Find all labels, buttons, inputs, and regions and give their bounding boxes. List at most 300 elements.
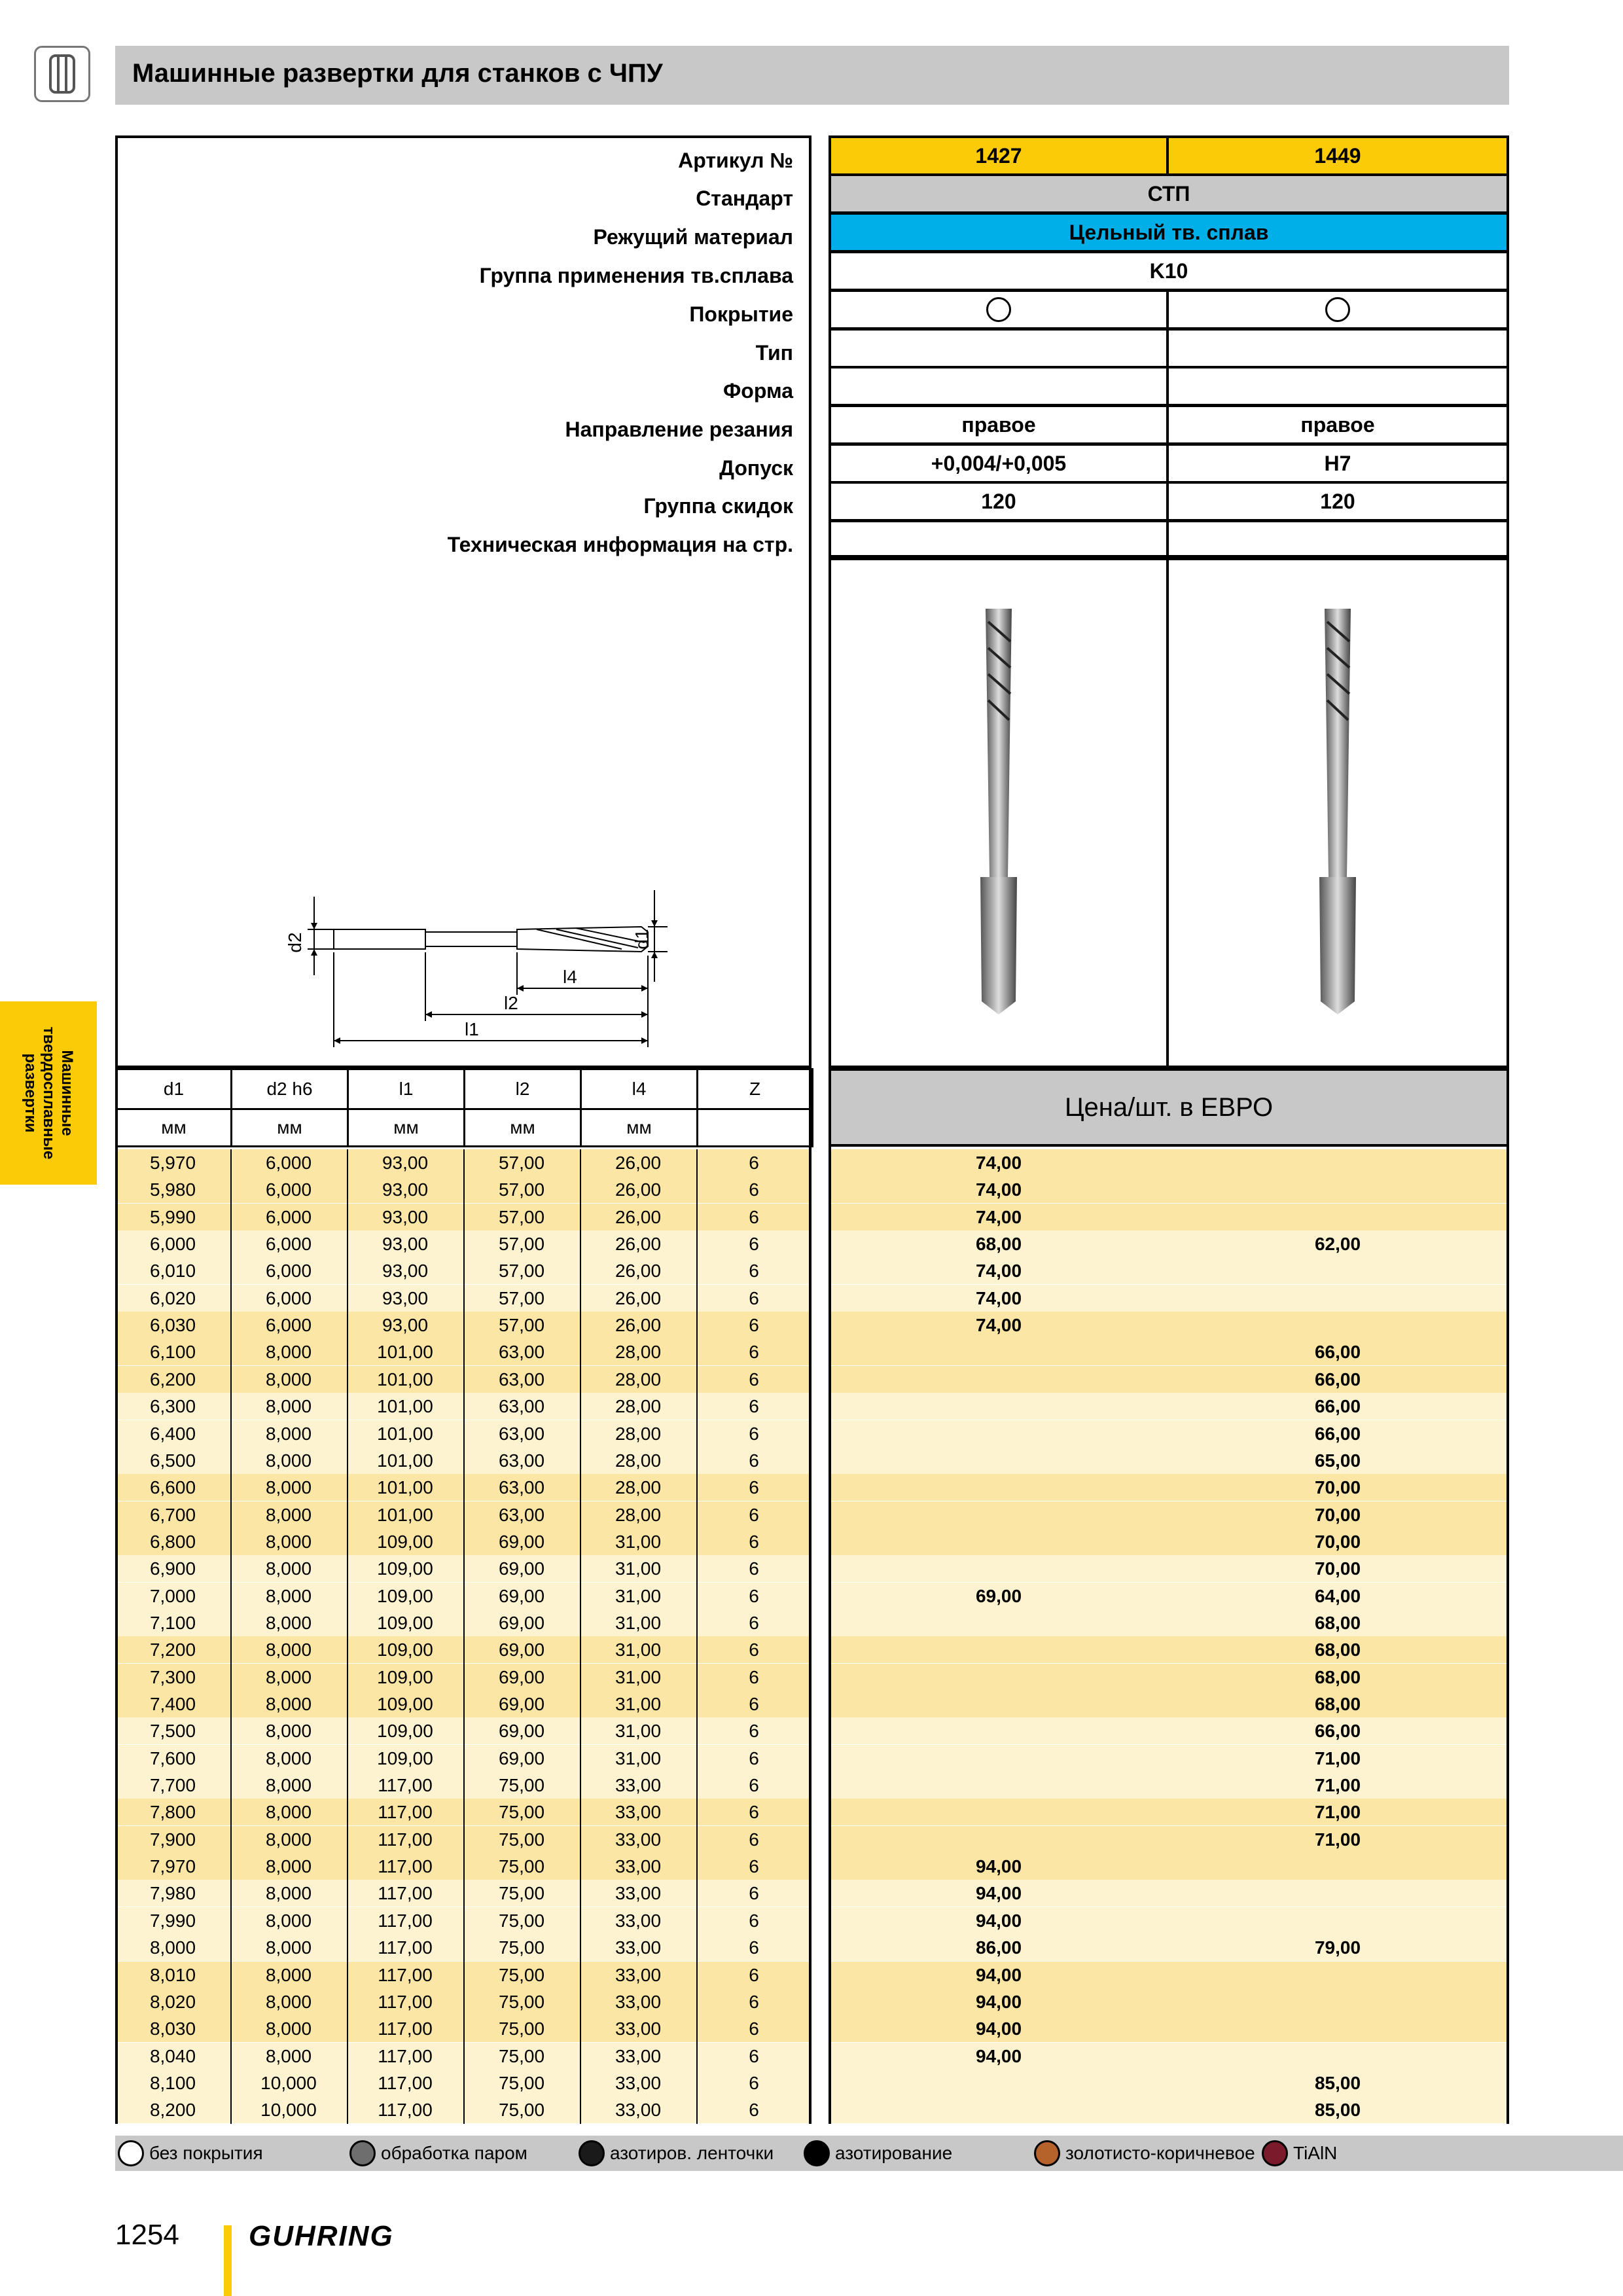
- table-cell: 33,00: [615, 2072, 662, 2093]
- table-cell: 93,00: [382, 1287, 429, 1308]
- price-row: [829, 1609, 1509, 1636]
- price-cell: [829, 1772, 1169, 1799]
- price-row: [829, 1285, 1509, 1312]
- table-cell: 63,00: [498, 1396, 545, 1417]
- spec-label-10: Техническая информация на стр.: [447, 533, 793, 556]
- table-cell: 6: [749, 1558, 759, 1579]
- table-cell: 6: [749, 1883, 759, 1904]
- price-cell: 94,00: [975, 1856, 1022, 1877]
- price-cell: [1166, 1285, 1509, 1312]
- price-row: [829, 1176, 1509, 1203]
- price-cell: 68,00: [1314, 1640, 1361, 1660]
- price-row: [829, 2015, 1509, 2042]
- price-cell: [829, 1691, 1169, 1717]
- table-cell: 6: [749, 1910, 759, 1931]
- table-border: [809, 1068, 812, 2124]
- table-cell: 6: [749, 1991, 759, 2012]
- page-title: Машинные развертки для станков с ЧПУ: [132, 59, 663, 88]
- price-row: [829, 1826, 1509, 1853]
- price-cell: 66,00: [1314, 1396, 1361, 1417]
- table-cell: 6: [749, 1423, 759, 1444]
- table-cell: 8,000: [265, 1342, 312, 1363]
- l4-label: l4: [563, 967, 577, 987]
- table-cell: 6,000: [265, 1179, 312, 1200]
- table-cell: 8,000: [265, 1721, 312, 1742]
- table-cell: 8,000: [265, 1504, 312, 1525]
- price-cell: [1166, 2043, 1509, 2070]
- table-cell: 6: [749, 1964, 759, 1985]
- legend-item: [579, 2138, 774, 2168]
- price-cell: [1166, 1907, 1509, 1934]
- table-cell: 6,900: [149, 1558, 196, 1579]
- table-cell: 69,00: [498, 1558, 545, 1579]
- table-cell: 8,000: [265, 1369, 312, 1390]
- price-cell: [829, 1826, 1169, 1853]
- table-cell: 6: [749, 2072, 759, 2093]
- techinfo-1427: [829, 520, 1169, 560]
- uncoated-icon: [986, 297, 1011, 322]
- price-row: [829, 2070, 1509, 2096]
- table-cell: 31,00: [615, 1531, 662, 1552]
- side-tab-label: Машинные твердосплавные развертки: [22, 1026, 76, 1160]
- price-row: [829, 1366, 1509, 1393]
- price-row: [829, 1988, 1509, 2015]
- table-cell: 33,00: [615, 2018, 662, 2039]
- table-cell: 6: [749, 1937, 759, 1958]
- price-cell: 74,00: [975, 1287, 1022, 1308]
- price-cell: 71,00: [1314, 1775, 1361, 1796]
- price-row: [829, 1691, 1509, 1717]
- table-cell: 109,00: [377, 1558, 433, 1579]
- table-cell: 75,00: [498, 1856, 545, 1877]
- price-cell: [829, 1528, 1169, 1555]
- price-cell: 74,00: [975, 1315, 1022, 1336]
- table-cell: 28,00: [615, 1396, 662, 1417]
- table-cell: 33,00: [615, 1802, 662, 1823]
- table-cell: 6: [749, 1477, 759, 1498]
- tolerance-1449: H7: [1166, 443, 1509, 484]
- price-cell: 74,00: [975, 1153, 1022, 1173]
- price-cell: 66,00: [1314, 1423, 1361, 1444]
- price-cell: 70,00: [1314, 1558, 1361, 1579]
- table-cell: 6,000: [265, 1287, 312, 1308]
- table-cell: 7,980: [149, 1883, 196, 1904]
- table-cell: 6: [749, 1666, 759, 1687]
- coating-swatch-icon: [1262, 2140, 1288, 2166]
- table-cell: 75,00: [498, 2072, 545, 2093]
- price-cell: 64,00: [1314, 1585, 1361, 1606]
- spec-label-0: Артикул №: [678, 149, 793, 172]
- price-cell: [829, 2096, 1169, 2123]
- table-cell: 7,900: [149, 1829, 196, 1850]
- table-cell: 63,00: [498, 1423, 545, 1444]
- table-cell: 8,000: [265, 1640, 312, 1660]
- table-cell: 6: [749, 1531, 759, 1552]
- price-cell: 94,00: [975, 1991, 1022, 2012]
- table-cell: 6: [749, 1396, 759, 1417]
- table-cell: 101,00: [377, 1369, 433, 1390]
- legend-label: без покрытия: [149, 2143, 263, 2163]
- param-unit-1: мм: [230, 1108, 349, 1147]
- table-cell: 8,000: [265, 1748, 312, 1768]
- price-cell: [829, 1474, 1169, 1501]
- table-cell: 8,000: [265, 1612, 312, 1633]
- table-cell: 6,400: [149, 1423, 196, 1444]
- table-cell: 31,00: [615, 1748, 662, 1768]
- price-cell: 71,00: [1314, 1748, 1361, 1768]
- table-cell: 28,00: [615, 1342, 662, 1363]
- price-cell: [829, 1799, 1169, 1825]
- price-cell: 85,00: [1314, 2072, 1361, 2093]
- table-cell: 75,00: [498, 1802, 545, 1823]
- price-row: [829, 1204, 1509, 1230]
- legend-label: золотисто-коричневое: [1065, 2143, 1255, 2163]
- table-cell: 33,00: [615, 2100, 662, 2121]
- table-cell: 8,000: [265, 1910, 312, 1931]
- price-cell: 94,00: [975, 1964, 1022, 1985]
- table-cell: 8,000: [265, 1802, 312, 1823]
- table-cell: 7,500: [149, 1721, 196, 1742]
- table-cell: 8,000: [265, 1450, 312, 1471]
- price-cell: [829, 1366, 1169, 1393]
- legend-item: [1034, 2138, 1255, 2168]
- price-cell: 66,00: [1314, 1369, 1361, 1390]
- article-1449: 1449: [1166, 135, 1509, 176]
- table-cell: 117,00: [378, 1775, 433, 1796]
- price-row: [829, 1962, 1509, 1988]
- price-cell: 94,00: [975, 1883, 1022, 1904]
- table-cell: 6: [749, 1829, 759, 1850]
- table-cell: 6: [749, 1450, 759, 1471]
- side-tab[interactable]: [0, 1001, 97, 1185]
- table-cell: 69,00: [498, 1640, 545, 1660]
- table-cell: 33,00: [615, 1829, 662, 1850]
- table-cell: 69,00: [498, 1531, 545, 1552]
- table-cell: 57,00: [498, 1206, 545, 1227]
- table-cell: 117,00: [378, 1802, 433, 1823]
- price-cell: [1166, 1257, 1509, 1284]
- price-cell: 68,00: [1314, 1694, 1361, 1714]
- param-header-1: d2 h6: [230, 1068, 349, 1110]
- direction-1427: правое: [829, 404, 1169, 445]
- coating-1449: [1166, 289, 1509, 330]
- table-cell: 117,00: [378, 1937, 433, 1958]
- table-cell: 117,00: [378, 1964, 433, 1985]
- param-unit-4: мм: [580, 1108, 698, 1147]
- table-cell: 6,000: [265, 1153, 312, 1173]
- table-border: [829, 1068, 831, 2124]
- price-cell: [829, 1447, 1169, 1474]
- price-row: [829, 1528, 1509, 1555]
- table-cell: 31,00: [615, 1640, 662, 1660]
- price-cell: [829, 1609, 1169, 1636]
- table-cell: 6: [749, 1179, 759, 1200]
- table-cell: 6: [749, 2045, 759, 2066]
- table-cell: 8,000: [265, 1423, 312, 1444]
- table-cell: 26,00: [615, 1234, 662, 1255]
- article-1427: 1427: [829, 135, 1169, 176]
- legend-label: обработка паром: [381, 2143, 527, 2163]
- table-cell: 101,00: [377, 1423, 433, 1444]
- d1-label: d1: [632, 929, 652, 950]
- table-cell: 6,000: [265, 1234, 312, 1255]
- table-cell: 7,700: [149, 1775, 196, 1796]
- table-cell: 75,00: [498, 2045, 545, 2066]
- table-cell: 117,00: [378, 1829, 433, 1850]
- table-cell: 75,00: [498, 1883, 545, 1904]
- param-header-4: l4: [580, 1068, 698, 1110]
- table-cell: 26,00: [615, 1179, 662, 1200]
- d2-label: d2: [285, 932, 305, 953]
- table-cell: 28,00: [615, 1477, 662, 1498]
- table-cell: 57,00: [498, 1315, 545, 1336]
- table-cell: 33,00: [615, 1910, 662, 1931]
- table-cell: 57,00: [498, 1234, 545, 1255]
- table-cell: 26,00: [615, 1287, 662, 1308]
- table-cell: 6,200: [149, 1369, 196, 1390]
- table-cell: 8,000: [265, 2018, 312, 2039]
- table-cell: 7,970: [149, 1856, 196, 1877]
- table-cell: 6,300: [149, 1396, 196, 1417]
- price-cell: 94,00: [975, 2045, 1022, 2066]
- price-row: [829, 1907, 1509, 1934]
- column-divider: [230, 1149, 232, 2124]
- table-cell: 31,00: [615, 1666, 662, 1687]
- table-cell: 6: [749, 1775, 759, 1796]
- table-cell: 93,00: [382, 1315, 429, 1336]
- price-cell: 70,00: [1314, 1477, 1361, 1498]
- table-cell: 5,990: [149, 1206, 196, 1227]
- table-cell: 7,200: [149, 1640, 196, 1660]
- table-cell: 6,000: [265, 1315, 312, 1336]
- table-cell: 31,00: [615, 1612, 662, 1633]
- coating-swatch-icon: [349, 2140, 376, 2166]
- price-cell: 68,00: [1314, 1666, 1361, 1687]
- price-row: [829, 1555, 1509, 1582]
- table-cell: 6: [749, 1153, 759, 1173]
- table-border: [1507, 1068, 1509, 2124]
- table-cell: 6: [749, 1585, 759, 1606]
- table-cell: 7,400: [149, 1694, 196, 1714]
- techinfo-1449: [1166, 520, 1509, 560]
- table-cell: 6,030: [149, 1315, 196, 1336]
- table-cell: 75,00: [498, 1829, 545, 1850]
- uncoated-icon: [1325, 297, 1350, 322]
- table-cell: 26,00: [615, 1153, 662, 1173]
- table-cell: 93,00: [382, 1206, 429, 1227]
- material-value: Цельный тв. сплав: [829, 212, 1509, 253]
- table-cell: 101,00: [377, 1450, 433, 1471]
- discount-1427: 120: [829, 481, 1169, 522]
- legend-item: [1262, 2138, 1337, 2168]
- spec-label-8: Допуск: [719, 456, 793, 480]
- price-row: [829, 1880, 1509, 1907]
- table-cell: 109,00: [377, 1694, 433, 1714]
- type-1449: [1166, 328, 1509, 368]
- table-cell: 33,00: [615, 1883, 662, 1904]
- table-cell: 69,00: [498, 1585, 545, 1606]
- table-cell: 93,00: [382, 1261, 429, 1282]
- table-cell: 6,000: [265, 1206, 312, 1227]
- page-number: 1254: [115, 2219, 179, 2251]
- price-row: [829, 1664, 1509, 1691]
- price-cell: [1166, 1988, 1509, 2015]
- table-cell: 7,600: [149, 1748, 196, 1768]
- table-cell: 101,00: [377, 1342, 433, 1363]
- coating-swatch-icon: [1034, 2140, 1060, 2166]
- table-cell: 6: [749, 1287, 759, 1308]
- tolerance-1427: +0,004/+0,005: [829, 443, 1169, 484]
- price-cell: 94,00: [975, 2018, 1022, 2039]
- spec-label-3: Группа применения тв.сплава: [479, 264, 793, 287]
- table-cell: 6,800: [149, 1531, 196, 1552]
- price-row: [829, 1447, 1509, 1474]
- table-cell: 8,000: [265, 1856, 312, 1877]
- param-header-2: l1: [347, 1068, 465, 1110]
- table-cell: 8,000: [265, 1883, 312, 1904]
- table-cell: 69,00: [498, 1748, 545, 1768]
- table-cell: 75,00: [498, 1991, 545, 2012]
- price-cell: [1166, 1176, 1509, 1203]
- spec-label-1: Стандарт: [696, 187, 793, 210]
- l1-label: l1: [465, 1019, 479, 1039]
- price-cell: 79,00: [1314, 1937, 1361, 1958]
- table-cell: 6: [749, 1342, 759, 1363]
- table-cell: 26,00: [615, 1206, 662, 1227]
- table-cell: 75,00: [498, 1964, 545, 1985]
- price-cell: 71,00: [1314, 1829, 1361, 1850]
- table-cell: 7,990: [149, 1910, 196, 1931]
- table-cell: 31,00: [615, 1721, 662, 1742]
- table-cell: 33,00: [615, 1937, 662, 1958]
- price-cell: [1166, 1149, 1509, 1176]
- price-row: [829, 1772, 1509, 1799]
- price-cell: [829, 1338, 1169, 1365]
- spec-label-9: Группа скидок: [643, 494, 793, 518]
- table-cell: 8,000: [265, 1991, 312, 2012]
- price-row: [829, 1474, 1509, 1501]
- table-cell: 69,00: [498, 1694, 545, 1714]
- table-cell: 28,00: [615, 1369, 662, 1390]
- table-cell: 69,00: [498, 1666, 545, 1687]
- price-row: [829, 1501, 1509, 1528]
- table-cell: 28,00: [615, 1450, 662, 1471]
- price-cell: 74,00: [975, 1206, 1022, 1227]
- direction-1449: правое: [1166, 404, 1509, 445]
- table-cell: 8,000: [265, 1558, 312, 1579]
- table-cell: 63,00: [498, 1450, 545, 1471]
- table-cell: 117,00: [378, 1991, 433, 2012]
- table-cell: 6,700: [149, 1504, 196, 1525]
- price-cell: 85,00: [1314, 2100, 1361, 2121]
- table-cell: 109,00: [377, 1748, 433, 1768]
- table-cell: 6: [749, 2018, 759, 2039]
- l2-label: l2: [504, 993, 518, 1013]
- table-cell: 57,00: [498, 1153, 545, 1173]
- table-cell: 33,00: [615, 2045, 662, 2066]
- table-cell: 6,010: [149, 1261, 196, 1282]
- table-cell: 69,00: [498, 1721, 545, 1742]
- legend-label: азотирование: [835, 2143, 953, 2163]
- price-cell: [829, 1393, 1169, 1420]
- table-cell: 6: [749, 1504, 759, 1525]
- price-cell: 74,00: [975, 1261, 1022, 1282]
- table-cell: 63,00: [498, 1369, 545, 1390]
- legend-label: азотиров. ленточки: [610, 2143, 774, 2163]
- table-cell: 8,000: [265, 1694, 312, 1714]
- price-cell: [829, 1717, 1169, 1744]
- price-cell: 94,00: [975, 1910, 1022, 1931]
- table-cell: 8,020: [149, 1991, 196, 2012]
- price-cell: [829, 2070, 1169, 2096]
- table-cell: 28,00: [615, 1504, 662, 1525]
- price-cell: 74,00: [975, 1179, 1022, 1200]
- column-divider: [347, 1149, 348, 2124]
- table-cell: 75,00: [498, 1910, 545, 1931]
- table-cell: 75,00: [498, 2100, 545, 2121]
- table-cell: 6,000: [149, 1234, 196, 1255]
- product-image-1427: [829, 555, 1169, 1068]
- table-cell: 6: [749, 2100, 759, 2121]
- price-cell: [1166, 1962, 1509, 1988]
- price-row: [829, 1717, 1509, 1744]
- table-cell: 8,000: [265, 1937, 312, 1958]
- table-cell: 93,00: [382, 1179, 429, 1200]
- table-cell: 6,020: [149, 1287, 196, 1308]
- table-cell: 33,00: [615, 1964, 662, 1985]
- table-cell: 31,00: [615, 1558, 662, 1579]
- price-cell: 70,00: [1314, 1504, 1361, 1525]
- standard-value: СТП: [829, 173, 1509, 214]
- table-cell: 33,00: [615, 1775, 662, 1796]
- column-divider: [696, 1149, 698, 2124]
- price-cell: [1166, 1880, 1509, 1907]
- table-cell: 117,00: [378, 2045, 433, 2066]
- table-cell: 57,00: [498, 1261, 545, 1282]
- price-row: [829, 1745, 1509, 1772]
- table-cell: 6: [749, 1261, 759, 1282]
- price-row: [829, 1583, 1509, 1609]
- spec-label-7: Направление резания: [565, 418, 793, 441]
- table-cell: 75,00: [498, 2018, 545, 2039]
- table-cell: 6: [749, 1721, 759, 1742]
- table-cell: 57,00: [498, 1179, 545, 1200]
- table-cell: 33,00: [615, 1856, 662, 1877]
- table-cell: 7,300: [149, 1666, 196, 1687]
- spec-label-4: Покрытие: [689, 302, 793, 326]
- table-cell: 8,000: [265, 1829, 312, 1850]
- table-cell: 75,00: [498, 1775, 545, 1796]
- brand-logo: GUHRING: [249, 2220, 394, 2252]
- table-cell: 8,000: [265, 1396, 312, 1417]
- table-cell: 8,200: [149, 2100, 196, 2121]
- column-divider: [463, 1149, 465, 2124]
- price-cell: 66,00: [1314, 1342, 1361, 1363]
- param-unit-5: [696, 1108, 813, 1147]
- price-cell: [1166, 1204, 1509, 1230]
- table-cell: 6: [749, 1206, 759, 1227]
- table-cell: 109,00: [377, 1640, 433, 1660]
- table-cell: 109,00: [377, 1666, 433, 1687]
- table-cell: 63,00: [498, 1504, 545, 1525]
- table-cell: 6: [749, 1856, 759, 1877]
- group-value: K10: [829, 251, 1509, 291]
- price-row: [829, 1312, 1509, 1338]
- table-cell: 6: [749, 1315, 759, 1336]
- price-row: [829, 1257, 1509, 1284]
- table-cell: 117,00: [378, 1856, 433, 1877]
- table-cell: 117,00: [378, 2100, 433, 2121]
